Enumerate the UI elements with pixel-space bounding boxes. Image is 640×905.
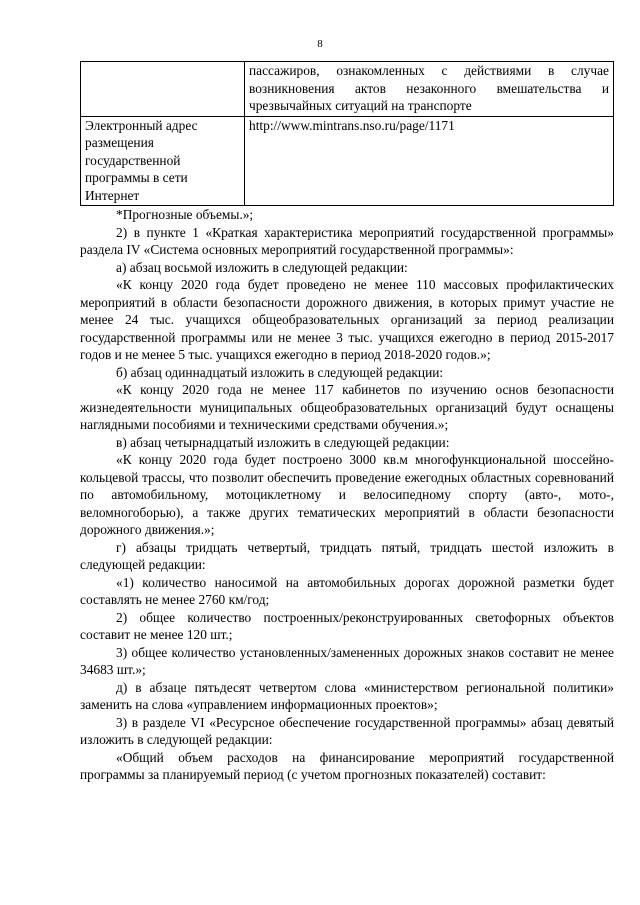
paragraph: д) в абзаце пятьдесят четвертом слова «министерством региональной политики» заменить на слова «управлением информационных проектов»;	[80, 679, 614, 712]
document-body	[80, 206, 614, 784]
paragraph: «К концу 2020 года не менее 117 кабинетов по изучению основ безопасности жизнедеятельности муниципальных общеобразовательных организаций будут оснащены наглядными пособиями и техническими средствами обучения.»;	[80, 382, 614, 432]
paragraph: 3) общее количество установленных/замененных дорожных знаков составит не менее 34683 шт.»;	[80, 644, 614, 677]
paragraph: *Прогнозные объемы.»;	[116, 207, 254, 222]
paragraph: а) абзац восьмой изложить в следующей редакции:	[116, 259, 408, 275]
paragraph: «Общий объем расходов на финансирование мероприятий государственной программы за планируемый период (с учетом прогнозных показателей) составит:	[80, 749, 614, 782]
table-label-cell	[81, 62, 245, 117]
table-row	[81, 116, 614, 206]
paragraph: 2) в пункте 1 «Краткая характеристика мероприятий государственной программы» раздела IV «Система основных мероприятий государственной программы»:	[80, 224, 614, 257]
paragraph: 2) общее количество построенных/реконструированных светофорных объектов составит не менее 120 шт.;	[80, 609, 614, 642]
program-passport-table	[80, 61, 614, 206]
paragraph: «К концу 2020 года будет построено 3000 кв.м многофункциональной шоссейно-кольцевой трассы, что позволит обеспечить проведение ежегодных областных соревнований по автомобильному, мотоциклетному и велосипедному спорту (авто-, мото-, веломногоборью), а также других тематических мероприятий в области безопасности дорожного движения.»;	[80, 452, 614, 537]
page-number: 8	[317, 38, 323, 50]
paragraph: 3) в разделе VI «Ресурсное обеспечение государственной программы» абзац девятый изложить в следующей редакции:	[80, 714, 614, 747]
table-row	[81, 62, 614, 117]
table-label-cell: Электронный адрес размещения государственной программы в сети Интернет	[81, 116, 245, 206]
paragraph: г) абзацы тридцать четвертый, тридцать пятый, тридцать шестой изложить в следующей редакции:	[80, 539, 614, 572]
table-value-cell: пассажиров, ознакомленных с действиями в случае возникновения актов незаконного вмешательства и чрезвычайных ситуаций на транспорте	[245, 62, 614, 117]
program-url: http://www.mintrans.nso.ru/page/1171	[245, 116, 614, 206]
paragraph: «1) количество наносимой на автомобильных дорогах дорожной разметки будет составлять не менее 2760 км/год;	[80, 574, 614, 607]
paragraph: в) абзац четырнадцатый изложить в следующей редакции:	[116, 434, 450, 450]
paragraph: «К концу 2020 года будет проведено не менее 110 массовых профилактических мероприятий в области безопасности дорожного движения, в которых примут участие не менее 24 тыс. учащихся общеобразовательных организаций за период реализации государственной программы или не менее 3 тыс. учащихся ежегодно в период 2015-2017 годов и не менее 5 тыс. учащихся ежегодно в период 2018-2020 годов.»;	[80, 277, 614, 362]
paragraph: б) абзац одиннадцатый изложить в следующей редакции:	[116, 364, 444, 380]
